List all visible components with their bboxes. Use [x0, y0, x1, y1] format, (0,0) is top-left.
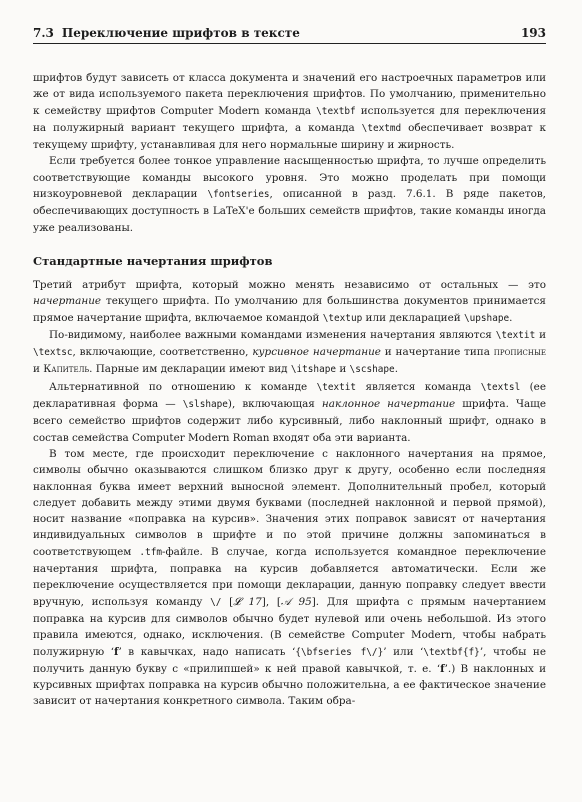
text-run: и [33, 363, 44, 376]
text-run: Если требуется более тонкое управление насыщенностью шрифта, то лучше определить соответствующие команды высокого уровня. Это можно проделать при помощи низкоуровневой декларации [33, 155, 546, 201]
code-command: \textbf{f} [423, 646, 480, 658]
text-run: ), включающая [227, 398, 322, 411]
bold-letter: f [113, 645, 119, 658]
emphasis: начертание [33, 295, 102, 308]
code-command: \upshape [463, 312, 510, 324]
text-run: (ее декларативная форма — [33, 380, 546, 411]
text-run: обеспечивает возврат к текущему шрифту, устанавливая для него нормальные ширину и жирность. [33, 121, 546, 152]
reference-mark: 𝓛 17 [233, 595, 262, 608]
small-caps-text: Капитель [43, 363, 90, 376]
text-run: , включающие, соответственно, [72, 346, 253, 359]
code-command: \textup [322, 312, 363, 324]
text-run: В том месте, где происходит переключение с наклонного начертания на прямое, символы обычно оказываются слишком близко друг к другу, особенно если последняя наклонная буква имеет верхний выносной элемент. Дополнительный пробел, который следует добавить между этими двумя буквами (последней наклонной и первой прямой), носит название «поправка на курсив». Значения этих поправок зависят от начертания индивидуальных символов в шрифте и по этой причине должны запоминаться в соответствующем [33, 447, 546, 558]
code-command: \/ [210, 596, 222, 608]
text-run: Третий атрибут шрифта, который можно менять независимо от остальных — это [33, 278, 546, 291]
text-run: и [535, 328, 546, 341]
emphasis: наклонное начертание [321, 398, 456, 411]
code-command: \textbf [316, 105, 356, 117]
text-run: По-видимому, наиболее важными командами изменения начертания являются [49, 328, 496, 341]
text-run: [ [221, 595, 234, 608]
text-run: и [336, 363, 350, 376]
text-run: является команда [356, 380, 481, 393]
text-run: ’, чтобы не получить данную букву с «прилипшей» к ней правой кавычкой, т. е. ‘ [33, 645, 546, 675]
text-run: ’ или ‘ [383, 645, 424, 658]
text-run: . Парные им декларации имеют вид [89, 363, 291, 376]
code-command: .tfm [139, 546, 162, 558]
text-run: используется для переключения на полужирный вариант текущего шрифта, а команда [33, 104, 546, 134]
paragraph-3 [33, 277, 546, 327]
text-run: . [509, 311, 513, 324]
text-run: -файле. В случае, когда используется командное переключение начертания шрифта, поправка на курсив добавляется автоматически. Если же переключение осуществляется при помощи декларации, данную поправку следует ввести вручную, используя команду [33, 545, 546, 608]
code-command: \slshape [182, 399, 228, 411]
text-run: шрифта. Чаще всего семейство шрифтов содержит либо курсивный, либо наклонный шрифт, однако в состав семейства Computer Modern Roman входят оба эти варианта. [33, 398, 546, 444]
paragraph-6 [33, 446, 546, 710]
page-body [33, 70, 546, 710]
text-run: ’.) В наклонных и курсивных шрифтах поправка на курсив обычно положительна, а ее фактическое значение зависит от начертания конкретного символа. Таким обра- [33, 662, 546, 708]
code-command: \textsl [480, 381, 521, 393]
emphasis: курсивное начертание [252, 346, 381, 359]
code-command: \itshape [290, 364, 337, 376]
section-title: Переключение шрифтов в тексте [61, 26, 300, 40]
running-header [33, 26, 546, 44]
text-run: шрифтов будут зависеть от класса документа и значений его настроечных параметров или же от вида используемого пакета переключения шрифтов. По умолчанию, применительно к семейству шрифтов Computer Modern команда [33, 72, 546, 117]
bold-letter: f [440, 662, 445, 675]
code-command: {\bfseries f\/} [295, 646, 384, 658]
text-run: текущего шрифта. По умолчанию для большинства документов принимается прямое начертание шрифта, включаемое командой [33, 295, 546, 324]
code-command: \textit [495, 329, 536, 341]
code-command: \textmd [361, 122, 402, 134]
code-command: \textsc [33, 347, 73, 359]
code-command: \scshape [349, 364, 395, 376]
small-caps-text: прописные [493, 346, 547, 359]
page-number: 193 [520, 26, 546, 40]
text-run: ’ в кавычках, надо написать ‘ [118, 645, 296, 658]
paragraph-5 [33, 379, 546, 446]
paragraph-4 [33, 327, 546, 379]
text-run: и начертание типа [380, 346, 494, 359]
code-command: \textit [316, 381, 357, 393]
text-run: ]. Для шрифта с прямым начертанием поправка на курсив для символов обычно будет нулевой или очень небольшой. Из этого правила имеются, однако, исключения. (В семействе Computer Modern, чтобы набрать полужирную ‘ [33, 595, 546, 658]
paragraph-1 [33, 70, 546, 153]
text-run: ], [ [261, 595, 281, 608]
text-run: , описанной в разд. 7.6.1. В ряде пакетов, обеспечивающих доступность в LaTeX'е больших семейств шрифтов, такие команды иногда уже реализованы. [33, 188, 546, 234]
text-run: Альтернативной по отношению к команде [49, 380, 317, 393]
code-command: \fontseries [207, 189, 270, 201]
text-run: . [394, 363, 399, 376]
text-run: или декларацией [362, 311, 464, 324]
section-number: 7.3 [33, 26, 54, 40]
header-section [33, 26, 308, 40]
reference-mark: 𝒜 95 [280, 595, 312, 608]
paragraph-2 [33, 153, 546, 235]
subsection-heading: Стандартные начертания шрифтов [33, 253, 273, 268]
